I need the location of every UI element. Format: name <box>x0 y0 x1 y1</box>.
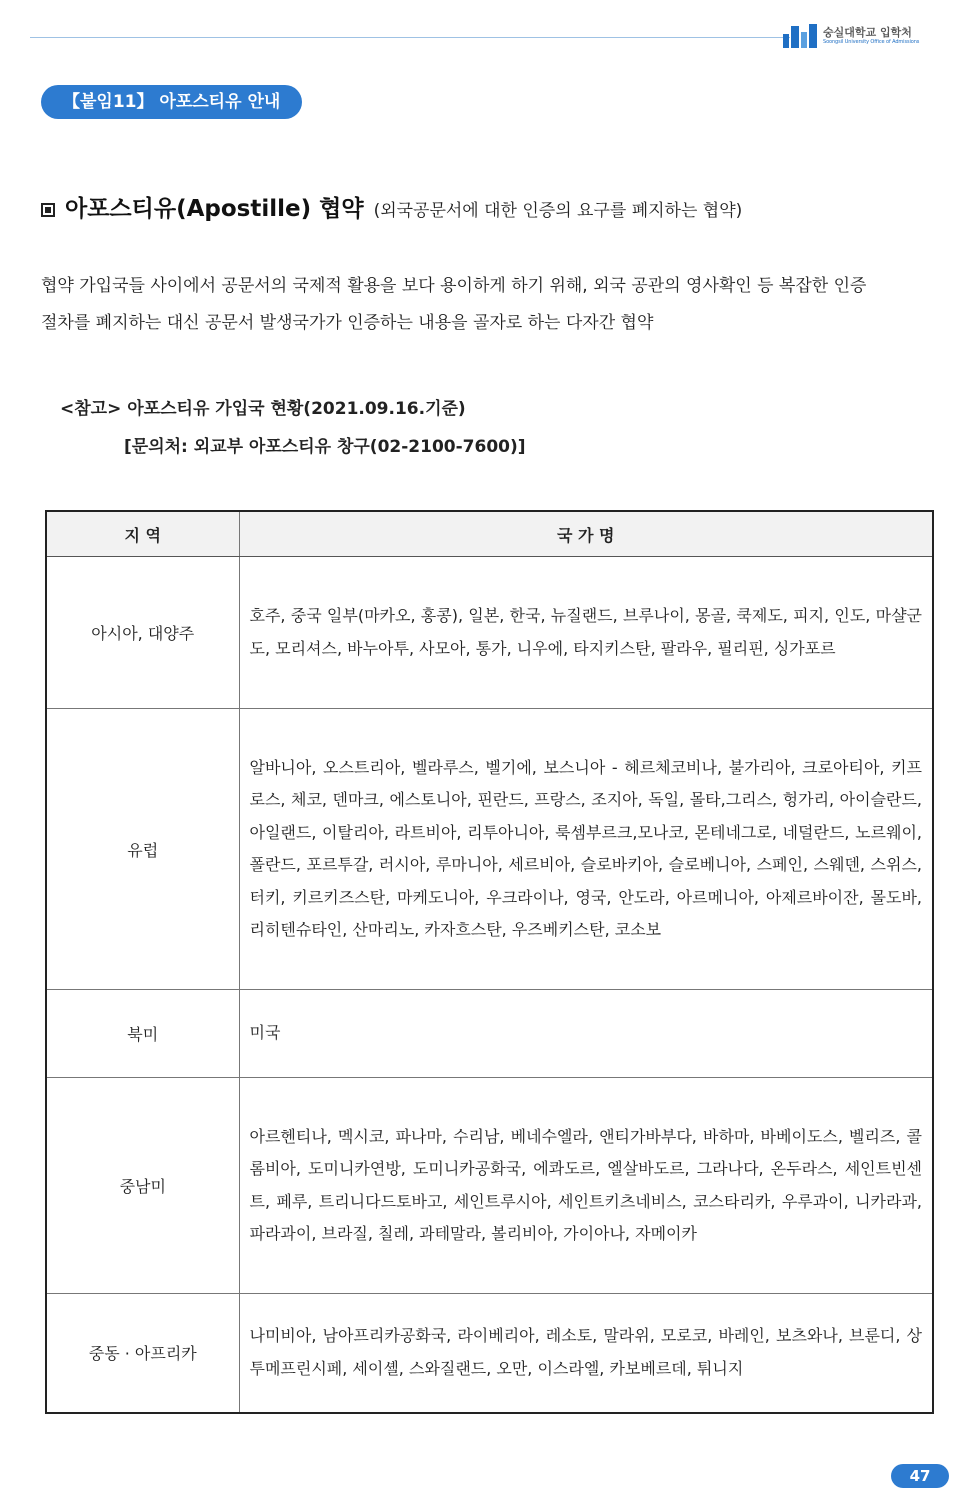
table-row <box>46 1294 933 1413</box>
reference-note: <참고> 아포스티유 가입국 현황(2021.09.16.기준) <box>60 399 466 419</box>
region-cell: 북미 <box>46 990 239 1078</box>
logo-mark-icon <box>783 24 817 48</box>
table-row <box>46 1078 933 1294</box>
region-cell: 중남미 <box>46 1078 239 1294</box>
countries-cell: 나미비아, 남아프리카공화국, 라이베리아, 레소토, 말라위, 모로코, 바레인, 보츠와나, 브룬디, 상투메프린시페, 세이셸, 스와질랜드, 오만, 이스라엘, 카보베르데, 튀니지 <box>239 1294 933 1413</box>
page-number: 47 <box>891 1464 949 1488</box>
region-cell: 유럽 <box>46 709 239 990</box>
region-cell: 아시아, 대양주 <box>46 557 239 709</box>
description-line: 절차를 폐지하는 대신 공문서 발생국가가 인증하는 내용을 골자로 하는 다자간 협약 <box>41 313 654 333</box>
section-title-subtitle: (외국공문서에 대한 인증의 요구를 폐지하는 협약) <box>373 201 743 221</box>
section-title-main: 아포스티유(Apostille) 협약 <box>65 196 364 222</box>
countries-cell: 알바니아, 오스트리아, 벨라루스, 벨기에, 보스니아 - 헤르체코비나, 불가리아, 크로아티아, 키프로스, 체코, 덴마크, 에스토니아, 핀란드, 프랑스, 조지아, 독일, 몰타,그리스, 헝가리, 아이슬란드, 아일랜드, 이탈리아, 라트비아, 리투아니아, 룩셈부르크,모나코, 몬테네그로, 네덜란드, 노르웨이, 폴란드, 포르투갈, 러시아, 루마니아, 세르비아, 슬로바키아, 슬로베니아, 스페인, 스웨덴, 스위스, 터키, 키르키즈스탄, 마케도니아, 우크라이나, 영국, 안도라, 아르메니아, 아제르바이잔, 몰도바, 리히텐슈타인, 산마리노, 카자흐스탄, 우즈베키스탄, 코소보 <box>239 709 933 990</box>
member-countries-table <box>45 510 934 1414</box>
table-row <box>46 709 933 990</box>
table-row <box>46 990 933 1078</box>
countries-cell: 미국 <box>239 990 933 1078</box>
logo-subtext: Soongsil University Office of Admissions <box>823 39 920 45</box>
table-header-row <box>46 511 933 557</box>
table-row <box>46 557 933 709</box>
header-countries: 국 가 명 <box>239 511 933 557</box>
university-logo <box>783 24 919 48</box>
countries-cell: 아르헨티나, 멕시코, 파나마, 수리남, 베네수엘라, 앤티가바부다, 바하마, 바베이도스, 벨리즈, 콜롬비아, 도미니카연방, 도미니카공화국, 에콰도르, 엘살바도르, 그라나다, 온두라스, 세인트빈센트, 페루, 트리니다드토바고, 세인트루시아, 세인트키츠네비스, 코스타리카, 우루과이, 니카라과, 파라과이, 브라질, 칠레, 과테말라, 볼리비아, 가이아나, 자메이카 <box>239 1078 933 1294</box>
countries-cell: 호주, 중국 일부(마카오, 홍콩), 일본, 한국, 뉴질랜드, 브루나이, 몽골, 쿡제도, 피지, 인도, 마샬군도, 모리셔스, 바누아투, 사모아, 통가, 니우에, 타지키스탄, 팔라우, 필리핀, 싱가포르 <box>239 557 933 709</box>
header-region: 지 역 <box>46 511 239 557</box>
section-title <box>41 190 742 223</box>
square-bullet-icon <box>41 203 55 217</box>
region-cell: 중동 · 아프리카 <box>46 1294 239 1413</box>
logo-text: 숭실대학교 입학처 <box>823 26 912 39</box>
reference-contact: [문의처: 외교부 아포스티유 창구(02-2100-7600)] <box>124 437 526 457</box>
description <box>41 268 941 342</box>
appendix-badge: 【붙임11】 아포스티유 안내 <box>41 85 302 119</box>
header-rule <box>30 37 790 38</box>
description-line: 협약 가입국들 사이에서 공문서의 국제적 활용을 보다 용이하게 하기 위해, 외국 공관의 영사확인 등 복잡한 인증 <box>41 276 867 296</box>
